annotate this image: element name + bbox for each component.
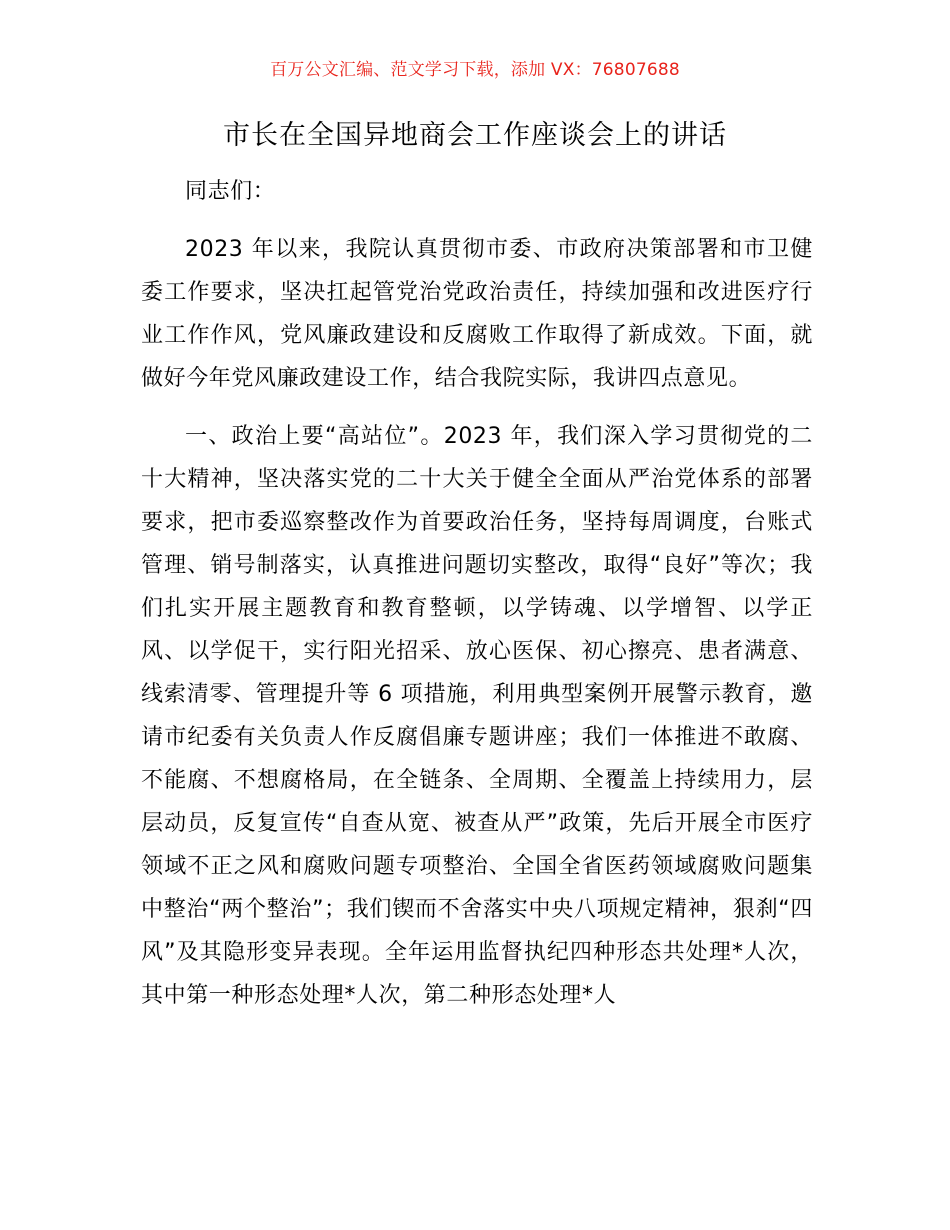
document-title: 市长在全国异地商会工作座谈会上的讲话	[223, 120, 727, 151]
paragraph-intro: 2023 年以来，我院认真贯彻市委、市政府决策部署和市卫健委工作要求，坚决扛起管党治党政治责任，持续加强和改进医疗行业工作作风，党风廉政建设和反腐败工作取得了新成效。下面，就做好今年党风廉政建设工作，结合我院实际，我讲四点意见。	[141, 237, 813, 391]
paragraph-point-one: 一、政治上要“高站位”。2023 年，我们深入学习贯彻党的二十大精神，坚决落实党的二十大关于健全全面从严治党体系的部署要求，把市委巡察整改作为首要政治任务，坚持每周调度，台账式管理、销号制落实，认真推进问题切实整改，取得“良好”等次；我们扎实开展主题教育和教育整顿，以学铸魂、以学增智、以学正风、以学促干，实行阳光招采、放心医保、初心擦亮、患者满意、线索清零、管理提升等 6 项措施，利用典型案例开展警示教育，邀请市纪委有关负责人作反腐倡廉专题讲座；我们一体推进不敢腐、不能腐、不想腐格局，在全链条、全周期、全覆盖上持续用力，层层动员，反复宣传“自查从宽、被查从严”政策，先后开展全市医疗领域不正之风和腐败问题专项整治、全国全省医药领域腐败问题集中整治“两个整治”；我们锲而不舍落实中央八项规定精神，狠刹“四风”及其隐形变异表现。全年运用监督执纪四种形态共处理*人次，其中第一种形态处理*人次，第二种形态处理*人	[141, 424, 813, 1008]
document-body	[141, 170, 813, 1017]
watermark-header: 百万公文汇编、范文学习下载，添加 VX：76807688	[270, 60, 680, 80]
greeting: 同志们：	[185, 179, 276, 204]
